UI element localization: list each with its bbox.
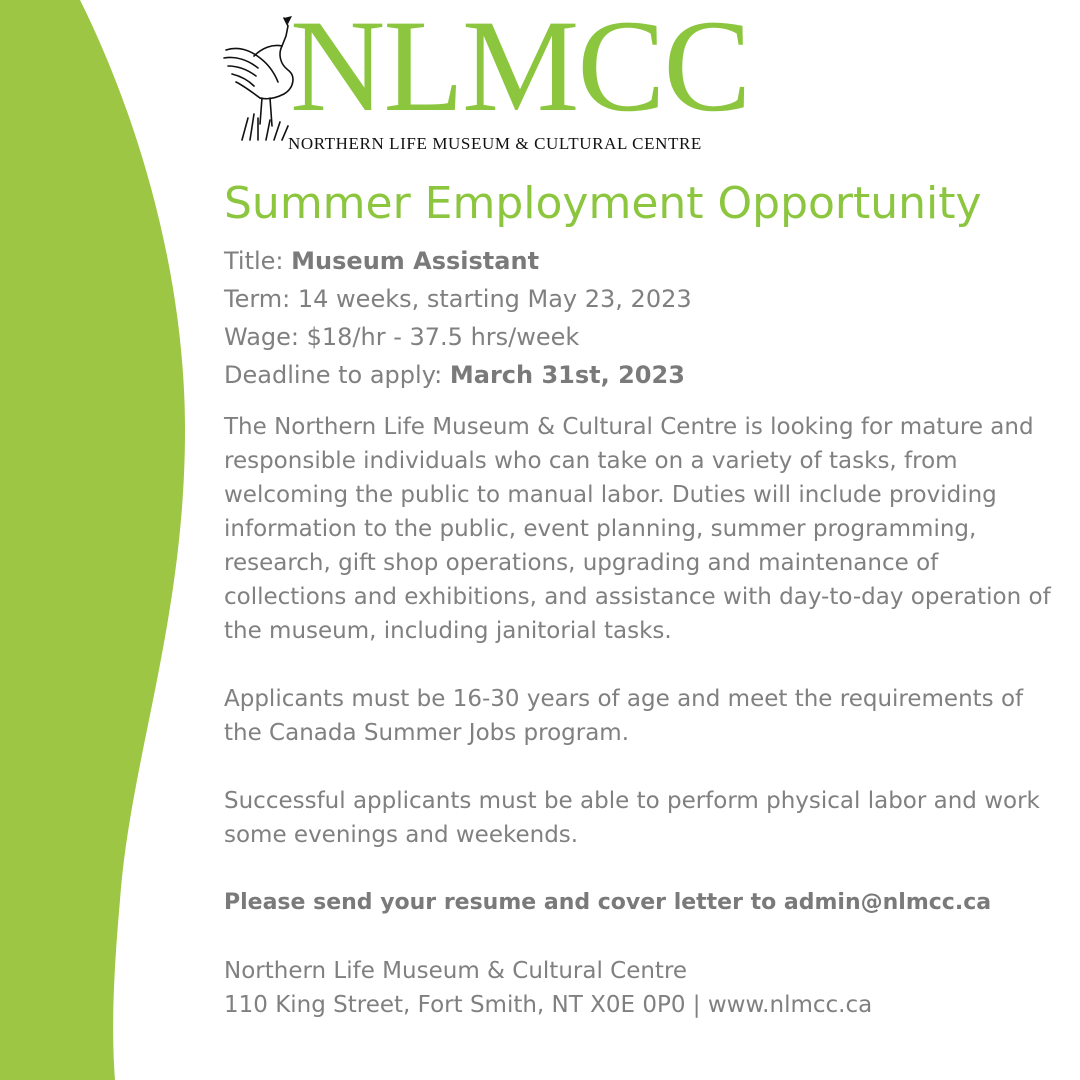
logo-acronym: NLMCC bbox=[290, 0, 750, 139]
job-deadline-line bbox=[224, 356, 1060, 394]
org-name: Northern Life Museum & Cultural Centre bbox=[224, 958, 688, 984]
logo-full-name: NORTHERN LIFE MUSEUM & CULTURAL CENTRE bbox=[288, 134, 702, 153]
apply-instructions: Please send your resume and cover letter to admin@nlmcc.ca bbox=[224, 890, 992, 915]
green-wave-decoration bbox=[0, 0, 200, 1080]
job-title-value: Museum Assistant bbox=[291, 247, 540, 275]
eligibility-text: Applicants must be 16-30 years of age and meet the requirements of the Canada Summer Jobs program. bbox=[224, 686, 1024, 746]
deadline-value: March 31st, 2023 bbox=[449, 361, 685, 389]
job-title-label: Title: bbox=[224, 247, 284, 275]
job-facts bbox=[224, 242, 1060, 394]
job-wage: Wage: $18/hr - 37.5 hrs/week bbox=[224, 323, 580, 351]
job-title-line bbox=[224, 242, 1060, 280]
nlmcc-logo bbox=[222, 0, 792, 154]
job-term: Term: 14 weeks, starting May 23, 2023 bbox=[224, 285, 692, 313]
street-address: 110 King Street, Fort Smith, NT X0E 0P0 | www.nlmcc.ca bbox=[224, 992, 873, 1018]
deadline-label: Deadline to apply: bbox=[224, 361, 443, 389]
address-block bbox=[224, 954, 1060, 1022]
job-posting bbox=[224, 174, 1060, 1022]
page-title: Summer Employment Opportunity bbox=[224, 178, 982, 229]
requirements-text: Successful applicants must be able to perform physical labor and work some evenings and weekends. bbox=[224, 788, 1040, 848]
job-description: The Northern Life Museum & Cultural Centre is looking for mature and responsible individuals who can take on a variety of tasks, from welcoming the public to manual labor. Duties will include providing information to the public, event planning, summer programming, research, gift shop operations, upgrading and maintenance of collections and exhibitions, and assistance with day-to-day operation of the museum, including janitorial tasks. bbox=[224, 414, 1051, 644]
